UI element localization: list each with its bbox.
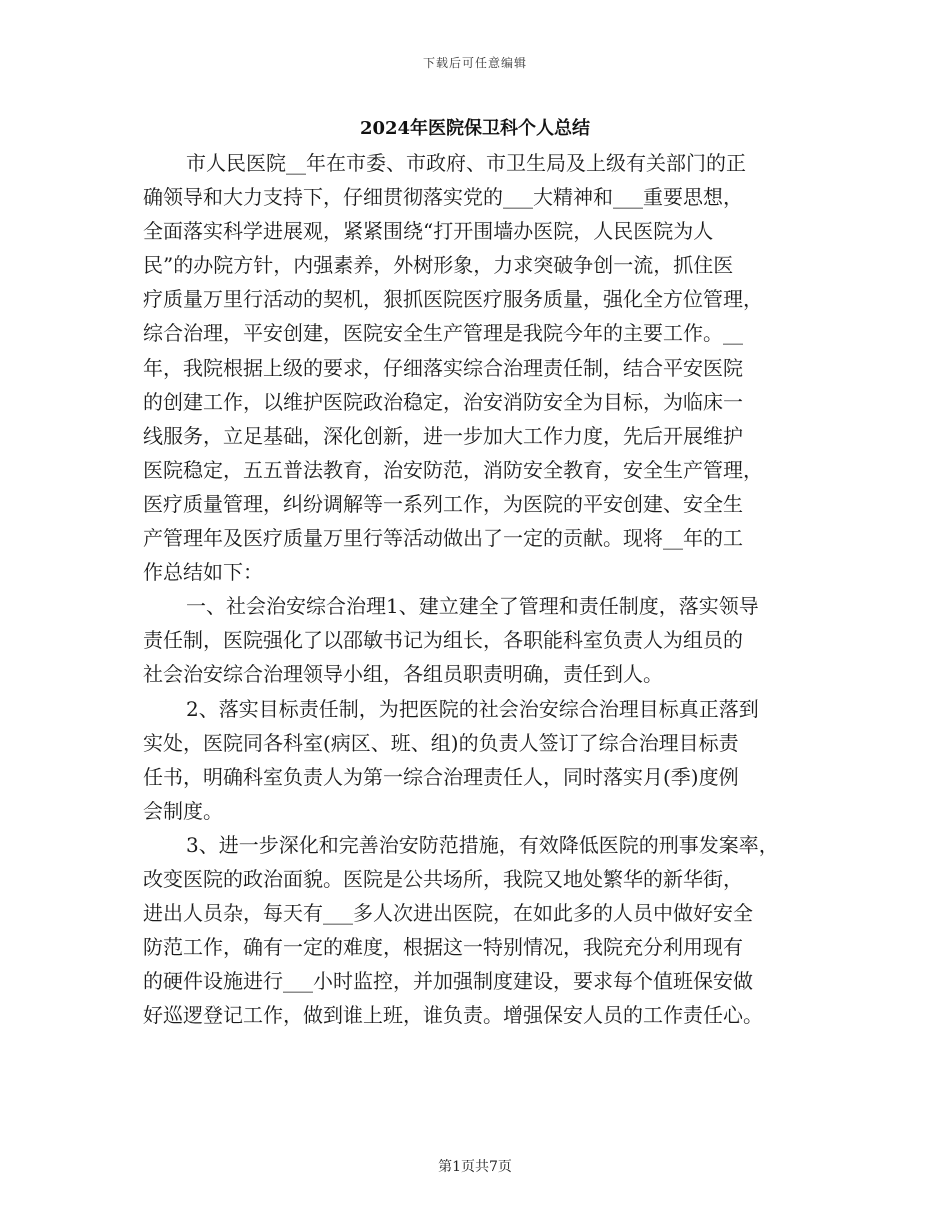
body-line: 市人民医院__年在市委、市政府、市卫生局及上级有关部门的正	[186, 151, 746, 175]
body-line: 医院稳定，五五普法教育，治安防范，消防安全教育，安全生产管理，	[143, 457, 763, 482]
body-line: 实处，医院同各科室(病区、班、组)的负责人签订了综合治理目标责	[143, 730, 739, 755]
body-line: 的硬件设施进行___小时监控，并加强制度建设，要求每个值班保安做	[143, 969, 753, 994]
body-line: 确领导和大力支持下，仔细贯彻落实党的___大精神和___重要思想，	[143, 185, 743, 210]
body-line: 改变医院的政治面貌。医院是公共场所，我院又地处繁华的新华街，	[143, 866, 743, 891]
page-number: 第1页共7页	[438, 1159, 512, 1175]
body-line: 责任制，医院强化了以邵敏书记为组长，各职能科室负责人为组员的	[143, 628, 743, 653]
body-line: 医疗质量管理，纠纷调解等一系列工作，为医院的平安创建、安全生	[143, 491, 743, 516]
body-line: 任书，明确科室负责人为第一综合治理责任人，同时落实月(季)度例	[143, 764, 739, 789]
body-line: 线服务，立足基础，深化创新，进一步加大工作力度，先后开展维护	[143, 423, 743, 448]
document-title: 2024年医院保卫科个人总结	[359, 118, 591, 139]
body-line: 3、进一步深化和完善治安防范措施，有效降低医院的刑事发案率，	[186, 832, 779, 857]
body-line: 社会治安综合治理领导小组，各组员职责明确，责任到人。	[143, 662, 663, 687]
body-line: 综合治理，平安创建，医院安全生产管理是我院今年的主要工作。__	[143, 321, 743, 346]
body-line: 进出人员杂，每天有___多人次进出医院，在如此多的人员中做好安全	[143, 901, 753, 926]
body-line: 防范工作，确有一定的难度，根据这一特别情况，我院充分利用现有	[143, 935, 743, 960]
body-line: 作总结如下：	[143, 560, 263, 585]
body-line: 产管理年及医疗质量万里行等活动做出了一定的贡献。现将__年的工	[143, 526, 743, 551]
body-line: 民”的办院方针，内强素养，外树形象，力求突破争创一流，抓住医	[143, 253, 734, 278]
body-line: 全面落实科学进展观，紧紧围绕“打开围墙办医院，人民医院为人	[143, 219, 714, 244]
body-line: 疗质量万里行活动的契机，狠抓医院医疗服务质量，强化全方位管理，	[143, 287, 763, 312]
document-body	[143, 146, 818, 1032]
body-line: 年，我院根据上级的要求，仔细落实综合治理责任制，结合平安医院	[143, 355, 743, 380]
body-line: 好巡逻登记工作，做到谁上班，谁负责。增强保安人员的工作责任心。	[143, 1003, 763, 1028]
body-line: 2、落实目标责任制，为把医院的社会治安综合治理目标真正落到	[186, 696, 759, 721]
body-line: 一、社会治安综合治理1、建立建全了管理和责任制度，落实领导	[186, 594, 759, 619]
body-line: 的创建工作，以维护医院政治稳定，治安消防安全为目标，为临床一	[143, 389, 743, 414]
body-line: 会制度。	[143, 798, 223, 823]
header-note: 下载后可任意编辑	[422, 56, 527, 70]
